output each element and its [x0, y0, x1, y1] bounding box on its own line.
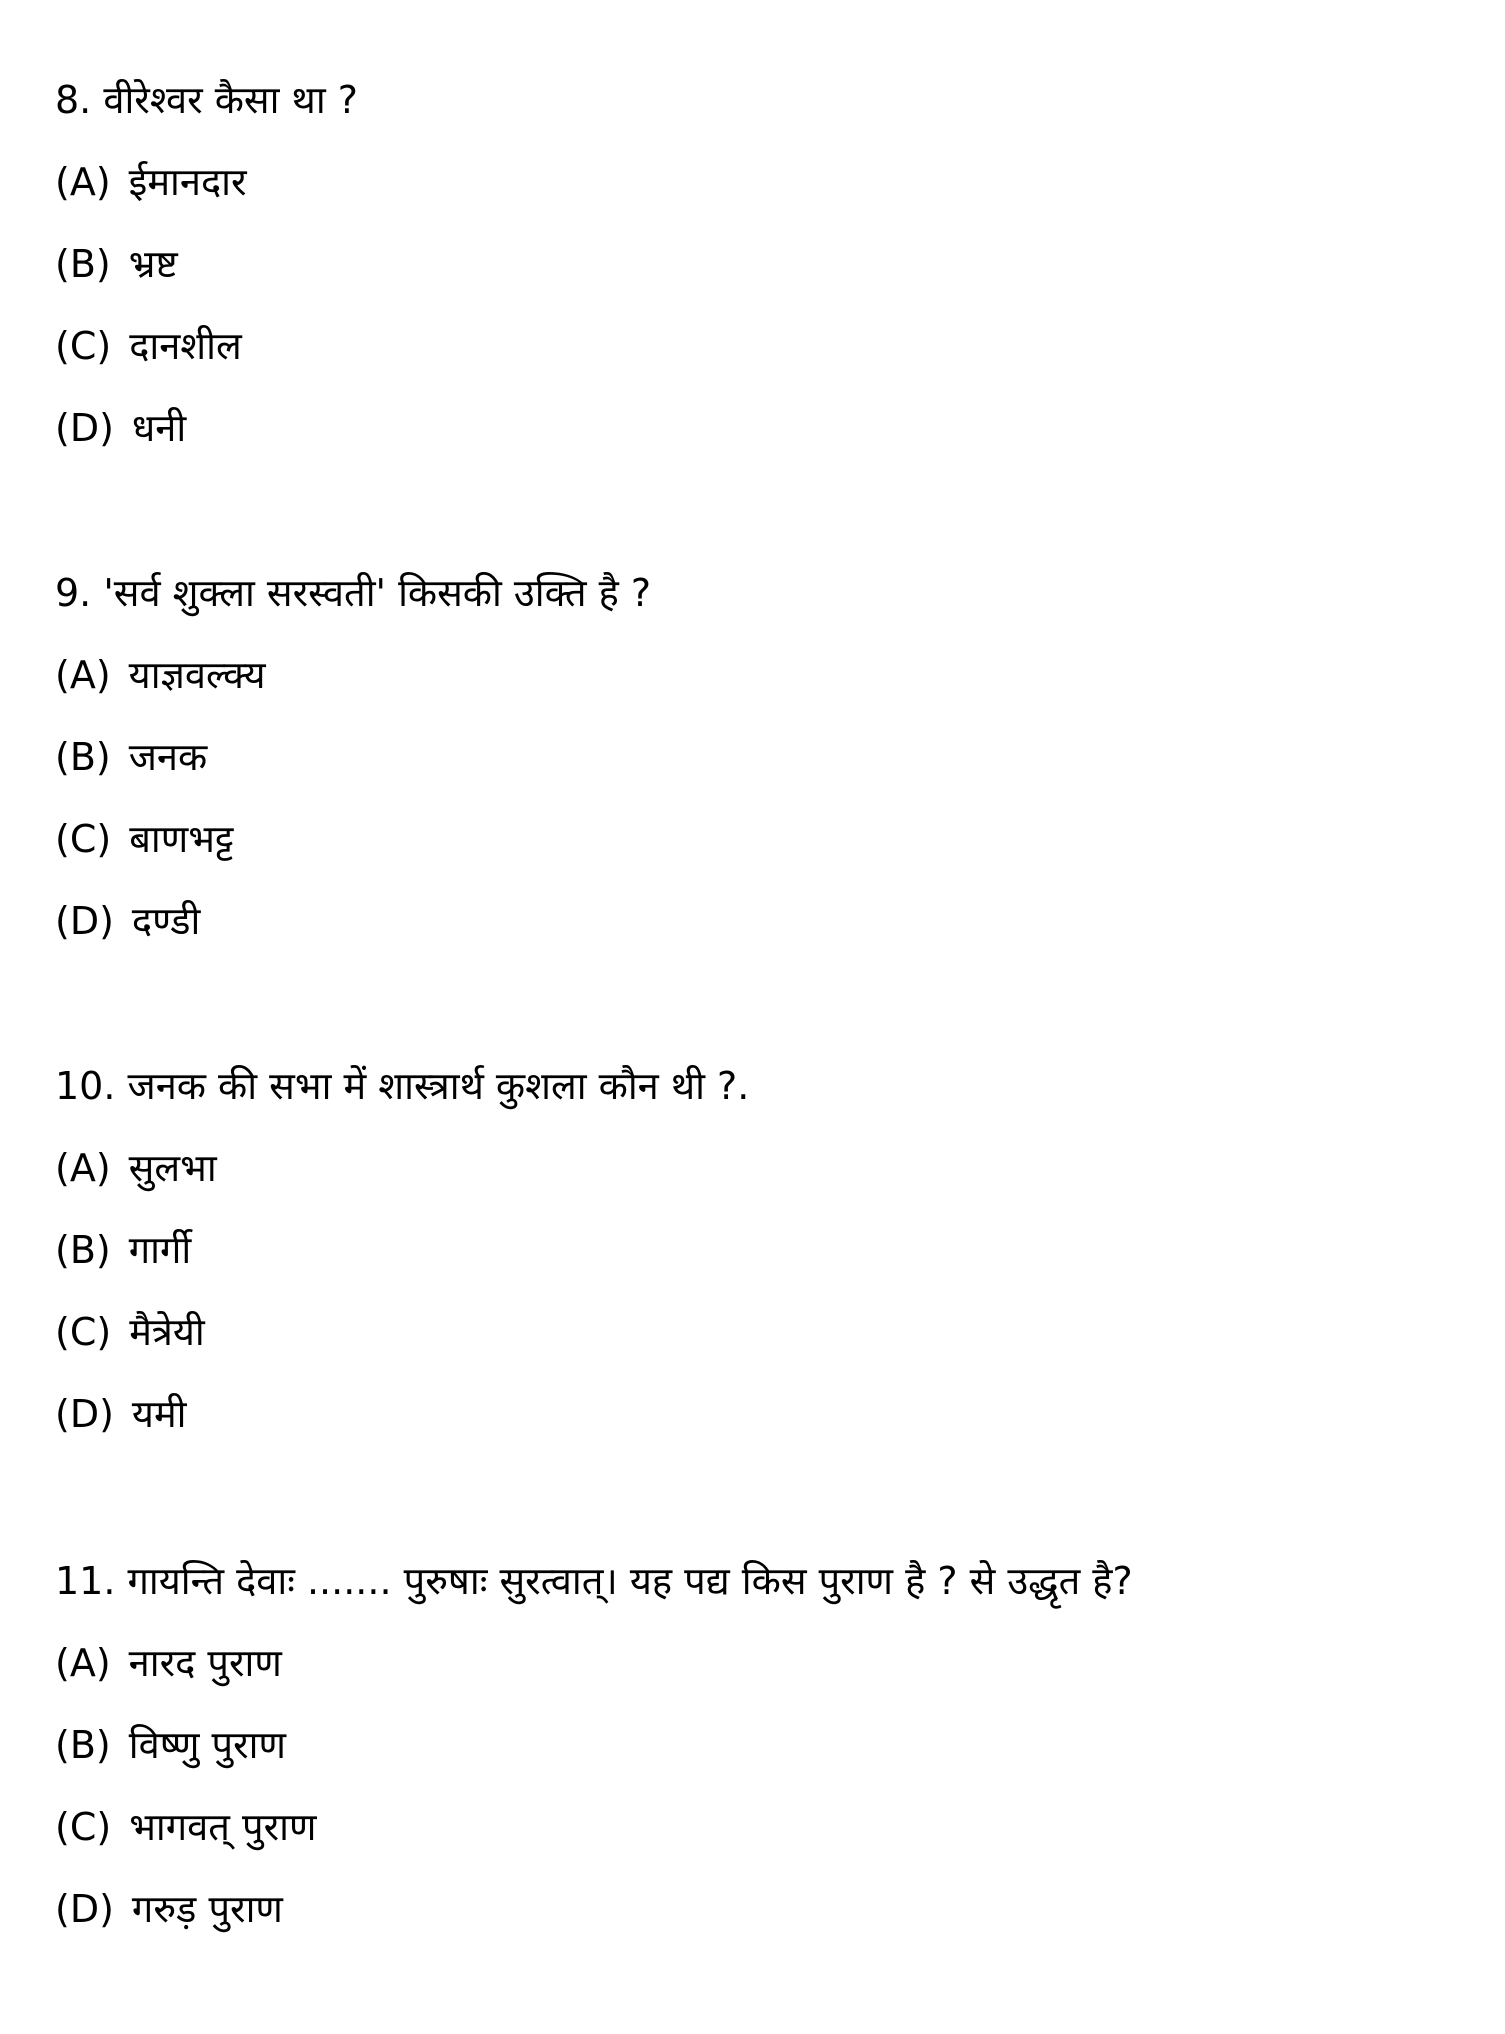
option-label: (B) — [55, 1228, 111, 1272]
option-list — [55, 1142, 1475, 1470]
option-text: गरुड़ पुराण — [131, 1887, 283, 1931]
option-b[interactable] — [55, 1719, 1475, 1801]
option-label: (C) — [55, 324, 112, 368]
option-list — [55, 156, 1475, 484]
question-text: 11. गायन्ति देवाः ....... पुरुषाः सुरत्वात्। यह पद्य किस पुराण है ? से उद्धृत है? — [55, 1559, 1133, 1603]
option-text: जनक — [128, 735, 208, 779]
option-b[interactable] — [55, 1224, 1475, 1306]
option-text: याज्ञवल्क्य — [128, 653, 266, 697]
option-label: (D) — [55, 406, 114, 450]
option-text: यमी — [131, 1392, 187, 1436]
option-a[interactable] — [55, 649, 1475, 731]
option-label: (A) — [55, 653, 111, 697]
option-text: बाणभट्ट — [129, 817, 234, 861]
option-label: (B) — [55, 735, 111, 779]
option-label: (A) — [55, 160, 111, 204]
option-text: ईमानदार — [128, 160, 247, 204]
option-list — [55, 649, 1475, 977]
option-label: (D) — [55, 899, 114, 943]
option-text: भागवत् पुराण — [129, 1805, 317, 1849]
option-label: (C) — [55, 817, 112, 861]
option-c[interactable] — [55, 320, 1475, 402]
option-d[interactable] — [55, 1883, 1475, 1965]
option-c[interactable] — [55, 1306, 1475, 1388]
option-c[interactable] — [55, 813, 1475, 895]
option-label: (C) — [55, 1310, 112, 1354]
option-d[interactable] — [55, 895, 1475, 977]
question-10 — [55, 1060, 1475, 1470]
option-d[interactable] — [55, 402, 1475, 484]
option-text: सुलभा — [128, 1146, 217, 1190]
option-text: मैत्रेयी — [129, 1310, 205, 1354]
question-text: 9. 'सर्व शुक्ला सरस्वती' किसकी उक्ति है ? — [55, 571, 652, 615]
option-label: (D) — [55, 1392, 114, 1436]
option-text: नारद पुराण — [128, 1641, 282, 1685]
option-label: (A) — [55, 1146, 111, 1190]
question-text: 10. जनक की सभा में शास्त्रार्थ कुशला कौन थी ?. — [55, 1064, 750, 1108]
option-a[interactable] — [55, 156, 1475, 238]
option-text: विष्णु पुराण — [128, 1723, 286, 1767]
option-label: (D) — [55, 1887, 114, 1931]
option-label: (B) — [55, 242, 111, 286]
option-label: (C) — [55, 1805, 112, 1849]
option-text: दण्डी — [131, 899, 201, 943]
option-text: भ्रष्ट — [128, 242, 178, 286]
option-text: धनी — [131, 406, 187, 450]
option-b[interactable] — [55, 731, 1475, 813]
option-label: (A) — [55, 1641, 111, 1685]
option-d[interactable] — [55, 1388, 1475, 1470]
option-b[interactable] — [55, 238, 1475, 320]
option-a[interactable] — [55, 1142, 1475, 1224]
option-label: (B) — [55, 1723, 111, 1767]
option-a[interactable] — [55, 1637, 1475, 1719]
question-8 — [55, 74, 1475, 484]
option-text: गार्गी — [128, 1228, 192, 1272]
option-text: दानशील — [129, 324, 242, 368]
question-9 — [55, 567, 1475, 977]
option-c[interactable] — [55, 1801, 1475, 1883]
option-list — [55, 1637, 1475, 1965]
question-11 — [55, 1555, 1475, 1965]
question-text: 8. वीरेश्वर कैसा था ? — [55, 78, 358, 122]
